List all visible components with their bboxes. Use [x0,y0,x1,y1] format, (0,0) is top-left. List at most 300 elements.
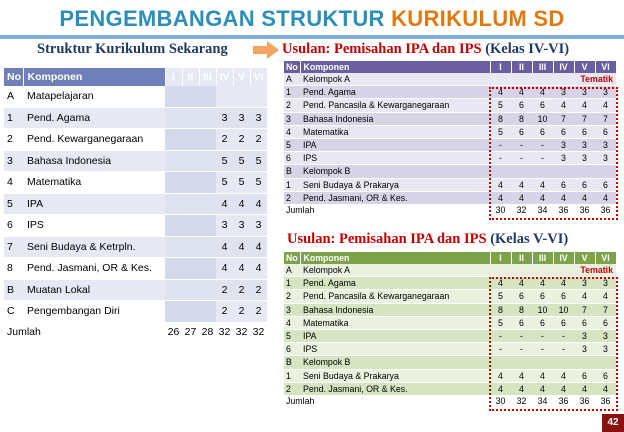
table-row [4,236,267,258]
hours-cell [250,86,267,107]
hours-cell: 4 [233,258,250,280]
column-header: II [182,68,199,86]
hours-cell: 10 [553,303,574,316]
hours-cell: 4 [490,382,511,395]
hours-cell: 6 [511,316,532,329]
row-number: B [284,356,300,369]
hours-cell [182,215,199,237]
hours-cell: 4 [532,277,553,290]
hours-cell: 4 [490,86,511,99]
row-number: 6 [284,152,300,165]
right2-kelas: (Kelas V-VI) [490,231,569,247]
total-value: 34 [532,204,553,216]
component-name: Muatan Lokal [23,279,165,301]
hours-cell [199,86,216,107]
hours-cell [182,129,199,151]
column-header: III [532,252,553,264]
row-number: 3 [4,150,23,172]
hours-cell [182,107,199,129]
row-number: 1 [4,107,23,129]
hours-cell: 7 [553,112,574,125]
title-divider [0,35,624,39]
row-number: 6 [4,215,23,237]
hours-cell [233,86,250,107]
row-number: 7 [4,236,23,258]
hours-cell: 4 [511,277,532,290]
column-header: IV [553,61,574,73]
hours-cell: 4 [532,86,553,99]
hours-cell: 3 [250,215,267,237]
row-number: A [284,73,300,86]
component-name: IPA [300,138,490,151]
total-value: 30 [490,395,511,407]
hours-cell: 3 [595,343,616,356]
total-label: Jumlah [284,395,490,407]
hours-cell: 2 [216,279,233,301]
hours-cell: 6 [574,178,595,191]
total-value: 36 [553,395,574,407]
hours-cell: 4 [216,236,233,258]
hours-cell: 3 [574,343,595,356]
page-number: 42 [602,414,624,432]
column-header: III [532,61,553,73]
table-row [4,150,267,172]
component-name: Seni Budaya & Prakarya [300,369,490,382]
hours-cell: 4 [511,178,532,191]
hours-cell: 4 [595,191,616,204]
hours-cell: 6 [574,316,595,329]
hours-cell [165,86,182,107]
total-value: 36 [595,395,616,407]
hours-cell: 4 [574,290,595,303]
hours-cell: 7 [595,112,616,125]
hours-cell: - [511,343,532,356]
hours-cell [165,172,182,194]
hours-cell: 4 [490,369,511,382]
hours-cell: 3 [595,329,616,342]
hours-cell: 4 [595,382,616,395]
hours-cell [165,215,182,237]
hours-cell: 4 [250,193,267,215]
hours-cell [199,107,216,129]
hours-cell: 6 [532,99,553,112]
tematik-label: Tematik [490,264,616,277]
total-value: 32 [511,395,532,407]
hours-cell: 3 [553,138,574,151]
column-header: I [490,252,511,264]
hours-cell: 6 [553,125,574,138]
component-name: Pengembangan Diri [23,301,165,323]
hours-cell: 4 [511,369,532,382]
component-name: Kelompok A [300,264,490,277]
column-header: I [165,68,182,86]
hours-cell: - [511,152,532,165]
component-name: Matematika [300,125,490,138]
hours-cell: 6 [595,178,616,191]
hours-cell: 4 [250,236,267,258]
row-number: 8 [4,258,23,280]
total-row [4,322,267,341]
hours-cell [165,129,182,151]
row-number: 2 [4,129,23,151]
title-part-2: KURIKULUM SD [391,6,565,31]
hours-cell: 2 [233,129,250,151]
table-row [4,215,267,237]
component-name: Seni Budaya & Prakarya [300,178,490,191]
table-header-row [4,68,267,86]
hours-cell: 2 [233,279,250,301]
total-value: 32 [250,322,267,341]
row-number: A [284,264,300,277]
slide-title [0,6,624,32]
hours-cell [165,279,182,301]
hours-cell: 7 [574,112,595,125]
total-value: 28 [199,322,216,341]
total-value: 32 [233,322,250,341]
hours-cell: 2 [216,301,233,323]
column-header: No [4,68,23,86]
hours-cell [199,129,216,151]
component-name: Bahasa Indonesia [300,112,490,125]
component-name: IPA [300,329,490,342]
component-name: Pend. Pancasila & Kewarganegaraan [300,290,490,303]
hours-cell: 2 [250,301,267,323]
hours-cell: 5 [216,172,233,194]
hours-cell [165,193,182,215]
row-number: 1 [284,86,300,99]
hours-cell: 3 [233,215,250,237]
table-header-row [284,61,616,73]
hours-cell: 4 [233,236,250,258]
hours-cell: - [553,329,574,342]
hours-cell: 4 [511,86,532,99]
hours-cell: - [532,343,553,356]
column-header: VI [595,61,616,73]
hours-cell: 4 [574,382,595,395]
total-value: 32 [216,322,233,341]
thematic-highlight-box [489,87,618,220]
total-label: Jumlah [284,204,490,216]
hours-cell: 4 [490,277,511,290]
column-header: Komponen [300,252,490,264]
hours-cell: 6 [511,99,532,112]
column-header: Komponen [23,68,165,86]
component-name: Kelompok A [300,73,490,86]
hours-cell: - [532,138,553,151]
total-label: Jumlah [4,322,165,341]
table-row [4,301,267,323]
row-number: 5 [4,193,23,215]
hours-cell: 4 [532,191,553,204]
hours-cell: - [532,152,553,165]
table-row [4,258,267,280]
hours-cell: 5 [490,125,511,138]
column-header: II [511,252,532,264]
row-number: 2 [284,382,300,395]
hours-cell: 5 [250,172,267,194]
hours-cell: 3 [216,107,233,129]
hours-cell: 3 [574,277,595,290]
hours-cell: 3 [595,86,616,99]
component-name: Bahasa Indonesia [23,150,165,172]
column-header: No [284,61,300,73]
component-name: Pend. Agama [300,86,490,99]
hours-cell [199,236,216,258]
hours-cell: 6 [532,316,553,329]
hours-cell: 4 [595,290,616,303]
hours-cell: 3 [595,138,616,151]
hours-cell [165,301,182,323]
hours-cell [165,236,182,258]
thematic-highlight-box [489,277,618,411]
hours-cell: 4 [574,191,595,204]
right2-heading [287,231,568,248]
row-number: 5 [284,138,300,151]
hours-cell: 8 [490,112,511,125]
component-name: Kelompok B [300,165,490,178]
hours-cell: 10 [532,303,553,316]
component-name: Matematika [300,316,490,329]
row-number: 3 [284,303,300,316]
component-name: Kelompok B [300,356,490,369]
hours-cell: 4 [532,369,553,382]
tematik-label: Tematik [490,73,616,86]
hours-cell [182,236,199,258]
hours-cell: 6 [553,290,574,303]
hours-cell: 3 [574,329,595,342]
hours-cell: 6 [595,125,616,138]
row-number: B [284,165,300,178]
hours-cell: 2 [250,129,267,151]
hours-cell: 3 [595,277,616,290]
component-name: IPS [23,215,165,237]
row-number: 2 [284,99,300,112]
hours-cell: 4 [553,369,574,382]
row-number: 4 [284,316,300,329]
hours-cell: 6 [595,316,616,329]
row-number: 3 [284,112,300,125]
hours-cell: 3 [553,86,574,99]
hours-cell [199,301,216,323]
hours-cell: 4 [553,191,574,204]
column-header: No [284,252,300,264]
hours-cell [182,172,199,194]
hours-cell [182,279,199,301]
hours-cell: 6 [574,369,595,382]
hours-cell: 5 [490,290,511,303]
row-number: A [4,86,23,107]
row-number: 1 [284,369,300,382]
table-row [4,86,267,107]
component-name: Matematika [23,172,165,194]
hours-cell: - [511,138,532,151]
total-value: 30 [490,204,511,216]
row-number: 4 [284,125,300,138]
row-number: 1 [284,277,300,290]
hours-cell: 6 [553,178,574,191]
column-header: VI [595,252,616,264]
title-part-1: PENGEMBANGAN STRUKTUR [59,6,392,31]
table-row [4,193,267,215]
hours-cell: - [553,343,574,356]
hours-cell: 7 [574,303,595,316]
table-row [4,129,267,151]
hours-cell: 3 [216,215,233,237]
component-name: Matapelajaran [23,86,165,107]
component-name: Pend. Pancasila & Kewarganegaraan [300,99,490,112]
hours-cell: 6 [574,125,595,138]
left-heading: Struktur Kurikulum Sekarang [37,41,228,57]
total-value: 36 [574,395,595,407]
row-number: 2 [284,191,300,204]
hours-cell: 3 [574,152,595,165]
component-name: Pend. Jasmani, OR & Kes. [300,191,490,204]
component-name: Pend. Jasmani, OR & Kes. [300,382,490,395]
hours-cell: 5 [250,150,267,172]
hours-cell [165,150,182,172]
hours-cell [182,258,199,280]
hours-cell [199,258,216,280]
hours-cell [216,86,233,107]
hours-cell: 4 [595,99,616,112]
hours-cell: 4 [532,382,553,395]
hours-cell: 6 [553,316,574,329]
row-number: C [4,301,23,323]
hours-cell: 5 [490,99,511,112]
hours-cell: 3 [595,152,616,165]
hours-cell: - [490,138,511,151]
column-header: V [574,252,595,264]
hours-cell [182,193,199,215]
hours-cell: 6 [532,125,553,138]
component-name: IPS [300,152,490,165]
hours-cell [199,193,216,215]
hours-cell: 4 [250,258,267,280]
hours-cell: 5 [233,172,250,194]
table-row [4,279,267,301]
hours-cell: 3 [574,138,595,151]
component-name: IPA [23,193,165,215]
hours-cell: 3 [250,107,267,129]
hours-cell: 4 [553,382,574,395]
hours-cell: 5 [216,150,233,172]
hours-cell [165,107,182,129]
table-row [4,172,267,194]
hours-cell: - [490,343,511,356]
column-header: II [511,61,532,73]
row-number: B [4,279,23,301]
hours-cell [199,150,216,172]
hours-cell [182,301,199,323]
hours-cell: 4 [216,258,233,280]
total-value: 36 [595,204,616,216]
hours-cell [165,258,182,280]
hours-cell: - [490,329,511,342]
right1-heading-text: Usulan: Pemisahan IPA dan IPS [282,41,482,57]
hours-cell: 5 [490,316,511,329]
component-name: Pend. Jasmani, OR & Kes. [23,258,165,280]
total-value: 27 [182,322,199,341]
row-number: 5 [284,329,300,342]
hours-cell: 4 [511,191,532,204]
hours-cell: 6 [595,369,616,382]
total-value: 36 [553,204,574,216]
column-header: Komponen [300,61,490,73]
column-header: III [199,68,216,86]
row-number: 4 [4,172,23,194]
hours-cell [199,215,216,237]
right1-heading [282,41,569,58]
hours-cell: 3 [574,86,595,99]
component-name: Bahasa Indonesia [300,303,490,316]
component-name: Pend. Agama [300,277,490,290]
row-number: 2 [284,290,300,303]
total-value: 32 [511,204,532,216]
total-value: 36 [574,204,595,216]
hours-cell: 8 [511,112,532,125]
hours-cell: 8 [490,303,511,316]
hours-cell: - [511,329,532,342]
hours-cell: 4 [553,99,574,112]
table-row [4,107,267,129]
table-row [284,73,616,86]
right1-kelas: (Kelas IV-VI) [485,41,570,57]
hours-cell: 4 [490,191,511,204]
hours-cell: - [532,329,553,342]
hours-cell [182,86,199,107]
hours-cell: 4 [532,178,553,191]
hours-cell: 6 [511,125,532,138]
column-header: V [233,68,250,86]
column-header: IV [553,252,574,264]
column-header: VI [250,68,267,86]
hours-cell: 2 [250,279,267,301]
hours-cell: 10 [532,112,553,125]
hours-cell: 5 [233,150,250,172]
hours-cell: 2 [233,301,250,323]
hours-cell: 8 [511,303,532,316]
hours-cell [182,150,199,172]
arrow-right-icon [253,41,279,59]
hours-cell: 4 [553,277,574,290]
current-structure-table [4,68,268,341]
hours-cell: 4 [233,193,250,215]
hours-cell: 3 [233,107,250,129]
hours-cell: 3 [553,152,574,165]
component-name: Seni Budaya & Ketrpln. [23,236,165,258]
table-header-row [284,252,616,264]
hours-cell: 4 [511,382,532,395]
total-value: 26 [165,322,182,341]
table-row [284,264,616,277]
column-header: I [490,61,511,73]
hours-cell: - [490,152,511,165]
hours-cell: 7 [595,303,616,316]
hours-cell: 4 [490,178,511,191]
hours-cell [199,279,216,301]
component-name: Pend. Agama [23,107,165,129]
column-header: IV [216,68,233,86]
component-name: IPS [300,343,490,356]
row-number: 1 [284,178,300,191]
right2-heading-text: Usulan: Pemisahan IPA dan IPS [287,231,487,247]
hours-cell: 2 [216,129,233,151]
hours-cell: 6 [532,290,553,303]
hours-cell: 4 [216,193,233,215]
component-name: Pend. Kewarganegaraan [23,129,165,151]
hours-cell: 6 [511,290,532,303]
total-value: 34 [532,395,553,407]
